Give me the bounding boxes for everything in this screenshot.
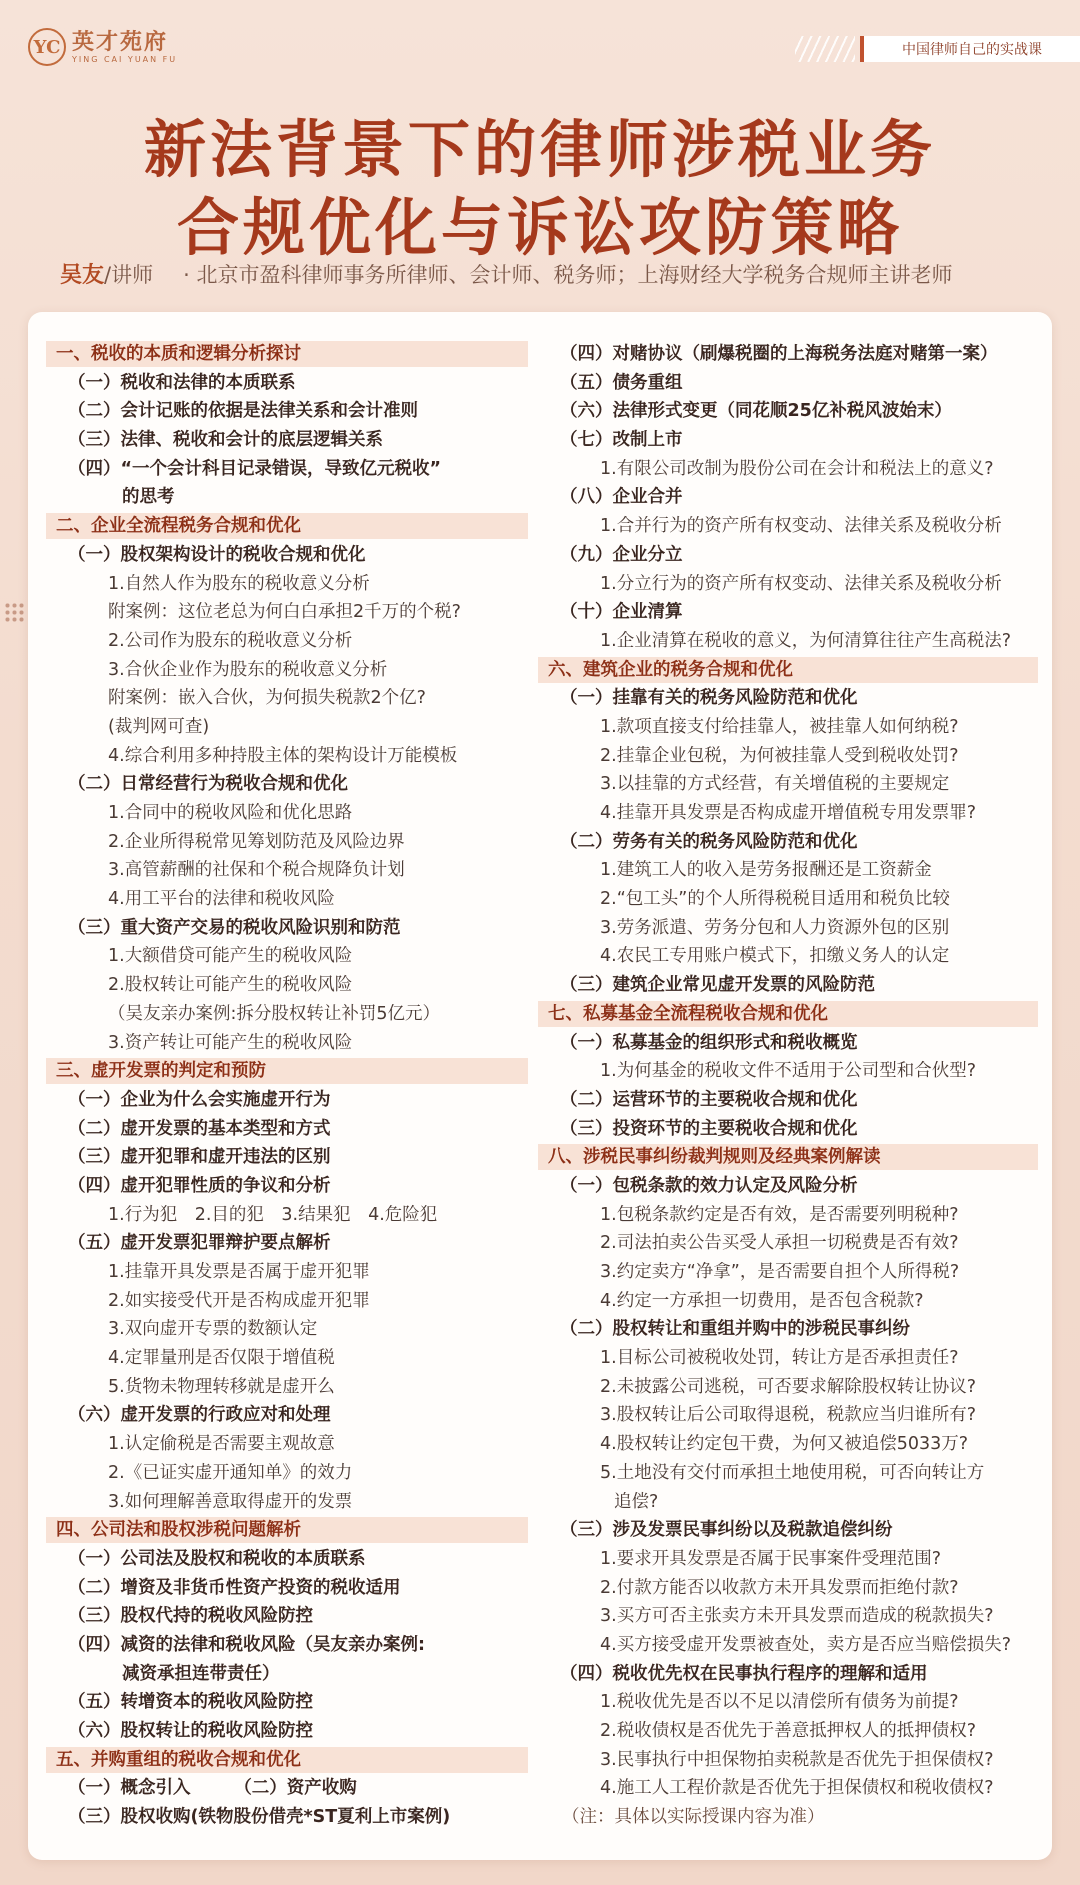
- syllabus-left-column: [46, 340, 528, 1832]
- syllabus-item: 追偿?: [614, 1491, 659, 1512]
- syllabus-item: 2.如实接受代开是否构成虚开犯罪: [108, 1290, 370, 1311]
- syllabus-item: 3.合伙企业作为股东的税收意义分析: [108, 659, 388, 680]
- subsection-heading: （二）日常经营行为税收合规和优化: [68, 774, 348, 795]
- syllabus-item: 5.货物未物理转移就是虚开么: [108, 1376, 335, 1397]
- subsection-heading: （四）税收优先权在民事执行程序的理解和适用: [560, 1663, 928, 1684]
- syllabus-item: 5.土地没有交付而承担土地使用税，可否向转让方: [600, 1462, 985, 1483]
- subsection-heading: （三）建筑企业常见虚开发票的风险防范: [560, 975, 875, 996]
- subsection-heading: （八）企业合并: [560, 487, 683, 508]
- syllabus-item: 1.合并行为的资产所有权变动、法律关系及税收分析: [600, 516, 1002, 537]
- subsection-heading: （三）股权收购(铁物股份借壳*ST夏利上市案例): [68, 1807, 451, 1828]
- subsection-heading: （三）涉及发票民事纠纷以及税款追偿纠纷: [560, 1520, 893, 1541]
- syllabus-item: 4.综合利用多种持股主体的架构设计万能模板: [108, 745, 458, 766]
- section-heading: 五、并购重组的税收合规和优化: [46, 1747, 528, 1773]
- logo-icon: YC: [28, 28, 66, 66]
- syllabus-item: 2.企业所得税常见筹划防范及风险边界: [108, 831, 405, 852]
- subsection-heading: （四）对赌协议（刷爆税圈的上海税务法庭对赌第一案）: [560, 344, 998, 364]
- subsection-heading: （一）私募基金的组织形式和税收概览: [560, 1032, 858, 1053]
- logo-subtitle: YING CAI YUAN FU: [72, 54, 178, 64]
- subsection-heading: （二）增资及非货币性资产投资的税收适用: [68, 1577, 401, 1598]
- lecturer-info: [60, 258, 952, 289]
- subsection-heading: （一）税收和法律的本质联系: [68, 372, 296, 393]
- subsection-heading: （一）企业为什么会实施虚开行为: [68, 1089, 331, 1110]
- subsection-heading: （三）法律、税收和会计的底层逻辑关系: [68, 430, 383, 451]
- syllabus-item: 3.资产转让可能产生的税收风险: [108, 1032, 353, 1053]
- syllabus-item: 附案例：这位老总为何白白承担2千万的个税?: [108, 602, 461, 623]
- syllabus-item: 1.包税条款约定是否有效，是否需要列明税种?: [600, 1204, 959, 1225]
- syllabus-item: 1.认定偷税是否需要主观故意: [108, 1434, 335, 1455]
- syllabus-item: 1.税收优先是否以不足以清偿所有债务为前提?: [600, 1692, 959, 1713]
- syllabus-item: 4.定罪量刑是否仅限于增值税: [108, 1348, 335, 1369]
- syllabus-item: 3.双向虚开专票的数额认定: [108, 1319, 318, 1340]
- subsection-heading: （一）概念引入 （二）资产收购: [68, 1778, 357, 1799]
- section-heading: 七、私募基金全流程税收合规和优化: [538, 1001, 1038, 1027]
- subsection-heading: （二）劳务有关的税务风险防范和优化: [560, 831, 858, 852]
- syllabus-item: 3.买方可否主张卖方未开具发票而造成的税款损失?: [600, 1606, 994, 1627]
- section-heading: 六、建筑企业的税务合规和优化: [538, 657, 1038, 683]
- logo-name: 英才苑府: [72, 28, 169, 55]
- syllabus-item: 4.用工平台的法律和税收风险: [108, 889, 335, 910]
- dots-decoration-icon: [4, 602, 26, 624]
- syllabus-item: 1.挂靠开具发票是否属于虚开犯罪: [108, 1262, 370, 1282]
- syllabus-item: 3.劳务派遣、劳务分包和人力资源外包的区别: [600, 917, 950, 938]
- syllabus-item: 1.大额借贷可能产生的税收风险: [108, 946, 353, 967]
- syllabus-item: 3.股权转让后公司取得退税，税款应当归谁所有?: [600, 1405, 976, 1426]
- syllabus-item: 1.自然人作为股东的税收意义分析: [108, 573, 370, 594]
- subsection-heading: （二）会计记账的依据是法律关系和会计准则: [68, 401, 418, 422]
- syllabus-item: 2.《已证实虚开通知单》的效力: [108, 1462, 353, 1483]
- subsection-heading: （一）公司法及股权和税收的本质联系: [68, 1548, 366, 1569]
- syllabus-item: 3.如何理解善意取得虚开的发票: [108, 1491, 353, 1512]
- subsection-heading: （六）法律形式变更（同花顺25亿补税风波始末）: [560, 401, 952, 422]
- subsection-heading: （三）股权代持的税收风险防控: [68, 1606, 313, 1627]
- subsection-heading: （六）股权转让的税收风险防控: [68, 1721, 313, 1741]
- tag-decoration: [795, 36, 855, 62]
- syllabus-item: 3.民事执行中担保物拍卖税款是否优先于担保债权?: [600, 1749, 994, 1770]
- lecturer-name: 吴友: [60, 263, 105, 288]
- subsection-heading: （二）股权转让和重组并购中的涉税民事纠纷: [560, 1319, 910, 1340]
- subsection-heading: （五）虚开发票犯罪辩护要点解析: [68, 1233, 331, 1254]
- syllabus-item: 1.要求开具发票是否属于民事案件受理范围?: [600, 1548, 941, 1569]
- syllabus-item: 2.司法拍卖公告买受人承担一切税费是否有效?: [600, 1233, 959, 1254]
- syllabus-item: 2.挂靠企业包税，为何被挂靠人受到税收处罚?: [600, 745, 959, 766]
- section-heading: 一、税收的本质和逻辑分析探讨: [46, 341, 528, 367]
- section-heading: 八、涉税民事纠纷裁判规则及经典案例解读: [538, 1144, 1038, 1170]
- subsection-heading: （四）减资的法律和税收风险（吴友亲办案例:: [68, 1634, 425, 1655]
- syllabus-item: 1.目标公司被税收处罚，转让方是否承担责任?: [600, 1348, 959, 1369]
- subsection-heading: （一）挂靠有关的税务风险防范和优化: [560, 688, 858, 709]
- subsection-heading: （五）转增资本的税收风险防控: [68, 1692, 313, 1713]
- syllabus-item: (裁判网可查): [108, 716, 210, 737]
- subsection-heading: （四）虚开犯罪性质的争议和分析: [68, 1175, 331, 1196]
- section-heading: 二、企业全流程税务合规和优化: [46, 513, 528, 539]
- subsection-heading: 的思考: [122, 487, 175, 508]
- syllabus-item: 1.建筑工人的收入是劳务报酬还是工资薪金: [600, 860, 932, 881]
- subsection-heading: （七）改制上市: [560, 430, 683, 451]
- syllabus-right-column: [538, 340, 1038, 1832]
- syllabus-item: 4.施工人工程价款是否优先于担保债权和税收债权?: [600, 1778, 994, 1799]
- subsection-heading: （一）股权架构设计的税收合规和优化: [68, 544, 366, 565]
- footnote: （注：具体以实际授课内容为准）: [562, 1807, 825, 1828]
- syllabus-card: [28, 312, 1052, 1860]
- tagline-badge: 中国律师自己的实战课: [860, 36, 1080, 62]
- syllabus-item: 4.挂靠开具发票是否构成虚开增值税专用发票罪?: [600, 803, 976, 823]
- lecturer-role: /讲师: [104, 263, 154, 287]
- syllabus-item: 2.“包工头”的个人所得税税目适用和税负比较: [600, 889, 950, 910]
- syllabus-item: 1.行为犯 2.目的犯 3.结果犯 4.危险犯: [108, 1204, 438, 1225]
- syllabus-item: 2.未披露公司逃税，可否要求解除股权转让协议?: [600, 1376, 976, 1397]
- section-heading: 三、虚开发票的判定和预防: [46, 1058, 528, 1084]
- subsection-heading: （二）虚开发票的基本类型和方式: [68, 1118, 331, 1139]
- syllabus-item: 1.合同中的税收风险和优化思路: [108, 803, 353, 823]
- syllabus-item: 2.股权转让可能产生的税收风险: [108, 975, 353, 996]
- title-line-2: 合规优化与诉讼攻防策略: [176, 191, 903, 264]
- syllabus-item: 2.付款方能否以收款方未开具发票而拒绝付款?: [600, 1577, 959, 1598]
- subsection-heading: （六）虚开发票的行政应对和处理: [68, 1405, 331, 1426]
- syllabus-item: 4.股权转让约定包干费，为何又被追偿5033万?: [600, 1434, 969, 1455]
- syllabus-item: 4.约定一方承担一切费用，是否包含税款?: [600, 1290, 924, 1311]
- syllabus-item: （吴友亲办案例:拆分股权转让补罚5亿元）: [108, 1003, 441, 1024]
- syllabus-item: 4.买方接受虚开发票被查处，卖方是否应当赔偿损失?: [600, 1634, 1011, 1655]
- syllabus-item: 1.企业清算在税收的意义，为何清算往往产生高税法?: [600, 630, 1011, 651]
- subsection-heading: （三）投资环节的主要税收合规和优化: [560, 1118, 858, 1139]
- subsection-heading: （九）企业分立: [560, 544, 683, 565]
- syllabus-item: 1.有限公司改制为股份公司在会计和税法上的意义?: [600, 458, 994, 479]
- syllabus-item: 4.农民工专用账户模式下，扣缴义务人的认定: [600, 946, 950, 967]
- section-heading: 四、公司法和股权涉税问题解析: [46, 1517, 528, 1543]
- subsection-heading: （十）企业清算: [560, 602, 683, 623]
- syllabus-item: 1.分立行为的资产所有权变动、法律关系及税收分析: [600, 573, 1002, 594]
- title-line-1: 新法背景下的律师涉税业务: [143, 113, 936, 186]
- subsection-heading: （三）重大资产交易的税收风险识别和防范: [68, 917, 401, 938]
- brand-logo: [28, 28, 177, 66]
- subsection-heading: （五）债务重组: [560, 372, 683, 393]
- syllabus-item: 1.款项直接支付给挂靠人，被挂靠人如何纳税?: [600, 716, 959, 737]
- syllabus-item: 3.约定卖方“净拿”，是否需要自担个人所得税?: [600, 1262, 960, 1282]
- subsection-heading: （三）虚开犯罪和虚开违法的区别: [68, 1147, 331, 1168]
- syllabus-item: 附案例：嵌入合伙，为何损失税款2个亿?: [108, 688, 426, 709]
- syllabus-item: 2.公司作为股东的税收意义分析: [108, 630, 353, 651]
- lecturer-bio: · 北京市盈科律师事务所律师、会计师、税务师；上海财经大学税务合规师主讲老师: [183, 263, 953, 287]
- syllabus-item: 1.为何基金的税收文件不适用于公司型和合伙型?: [600, 1061, 976, 1082]
- subsection-heading: 减资承担连带责任）: [122, 1663, 280, 1684]
- syllabus-item: 2.税收债权是否优先于善意抵押权人的抵押债权?: [600, 1721, 976, 1741]
- syllabus-item: 3.高管薪酬的社保和个税合规降负计划: [108, 860, 405, 881]
- subsection-heading: （一）包税条款的效力认定及风险分析: [560, 1175, 858, 1196]
- subsection-heading: （二）运营环节的主要税收合规和优化: [560, 1089, 858, 1110]
- syllabus-item: 3.以挂靠的方式经营，有关增值税的主要规定: [600, 774, 950, 795]
- subsection-heading: （四）“一个会计科目记录错误，导致亿元税收”: [68, 458, 442, 479]
